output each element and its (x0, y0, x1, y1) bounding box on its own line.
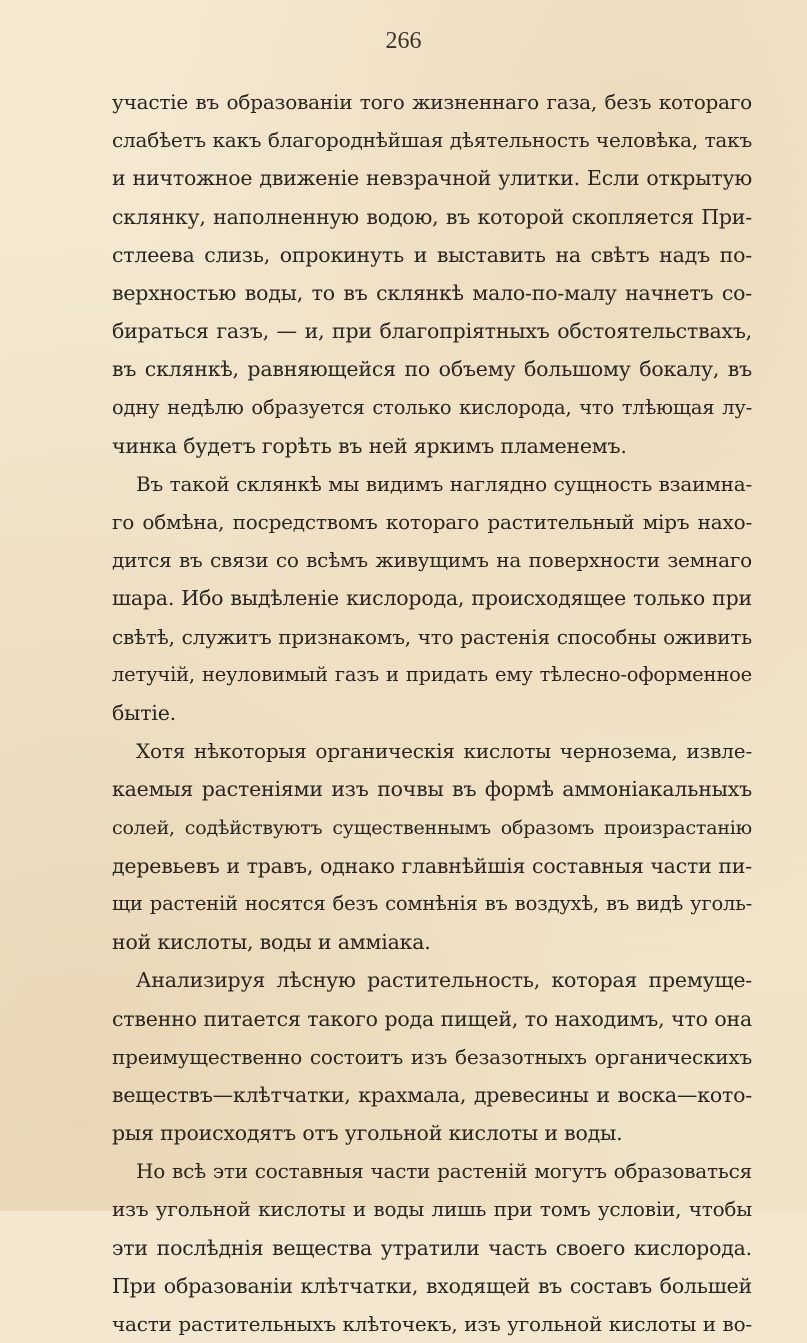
text-line: ственно питается такого рода пищей, то находимъ, что она (112, 1006, 752, 1031)
text-line: деревьевъ и травъ, однако главнѣйшія составныя части пи- (112, 853, 752, 878)
text-line: щи растеній носятся безъ сомнѣнія въ воздухѣ, въ видѣ уголь- (112, 891, 752, 915)
text-line: рыя происходятъ отъ угольной кислоты и воды. (112, 1121, 623, 1146)
text-line: каемыя растеніями изъ почвы въ формѣ аммоніакальныхъ (112, 777, 752, 802)
text-line: го обмѣна, посредствомъ котораго растительный міръ нахо- (112, 510, 752, 535)
text-line: участіе въ образованіи того жизненнаго газа, безъ котораго (112, 90, 752, 114)
text-line: шара. Ибо выдѣленіе кислорода, происходящее только при (112, 586, 752, 611)
text-line: солей, содѣйствуютъ существеннымъ образомъ произрастанію (112, 816, 752, 839)
text-line: При образованіи клѣтчатки, входящей въ составъ большей (112, 1273, 752, 1298)
text-line: изъ угольной кислоты и воды лишь при томъ условіи, чтобы (112, 1197, 752, 1222)
text-line: бытіе. (112, 701, 177, 725)
text-line: одну недѣлю образуется столько кислорода, что тлѣющая лу- (112, 395, 752, 419)
text-line: части растительныхъ клѣточекъ, изъ угольной кислоты и во- (112, 1312, 752, 1336)
text-line: Но всѣ эти составныя части растеній могутъ образоваться (136, 1159, 752, 1184)
text-line: Въ такой склянкѣ мы видимъ наглядно сущность взаимна- (136, 471, 752, 496)
text-line: веществъ—клѣтчатки, крахмала, древесины и воска—кото- (112, 1082, 752, 1107)
text-line: эти послѣднія вещества утратили часть своего кислорода. (112, 1235, 752, 1260)
text-line: чинка будетъ горѣть въ ней яркимъ пламенемъ. (112, 433, 627, 458)
text-line: летучій, неуловимый газъ и придать ему тѣлесно-оформенное (112, 662, 752, 686)
text-line: Хотя нѣкоторыя органическія кислоты чернозема, извле- (136, 739, 752, 764)
text-line: въ склянкѣ, равняющейся по объему большому бокалу, въ (112, 357, 752, 382)
text-line: Анализируя лѣсную растительность, которая премуще- (136, 968, 752, 993)
text-line: бираться газъ, — и, при благопріятныхъ обстоятельствахъ, (112, 319, 752, 344)
text-line: и ничтожное движеніе невзрачной улитки. Если открытую (112, 166, 752, 191)
page-number: 266 (385, 28, 422, 54)
text-line: свѣтѣ, служитъ признакомъ, что растенія способны оживить (112, 624, 752, 649)
text-line: ной кислоты, воды и амміака. (112, 930, 431, 955)
text-line: преимущественно состоитъ изъ безазотныхъ органическихъ (112, 1044, 752, 1069)
body-text (112, 83, 752, 1343)
text-line: дится въ связи со всѣмъ живущимъ на поверхности земнаго (112, 548, 752, 573)
text-line: стлеева слизь, опрокинуть и выставить на свѣтъ надъ по- (112, 242, 752, 267)
text-line: склянку, наполненную водою, въ которой скопляется При- (112, 204, 752, 229)
text-line: слабѣетъ какъ благороднѣйшая дѣятельность человѣка, такъ (112, 128, 752, 153)
text-line: верхностью воды, то въ склянкѣ мало-по-малу начнетъ со- (112, 280, 752, 305)
